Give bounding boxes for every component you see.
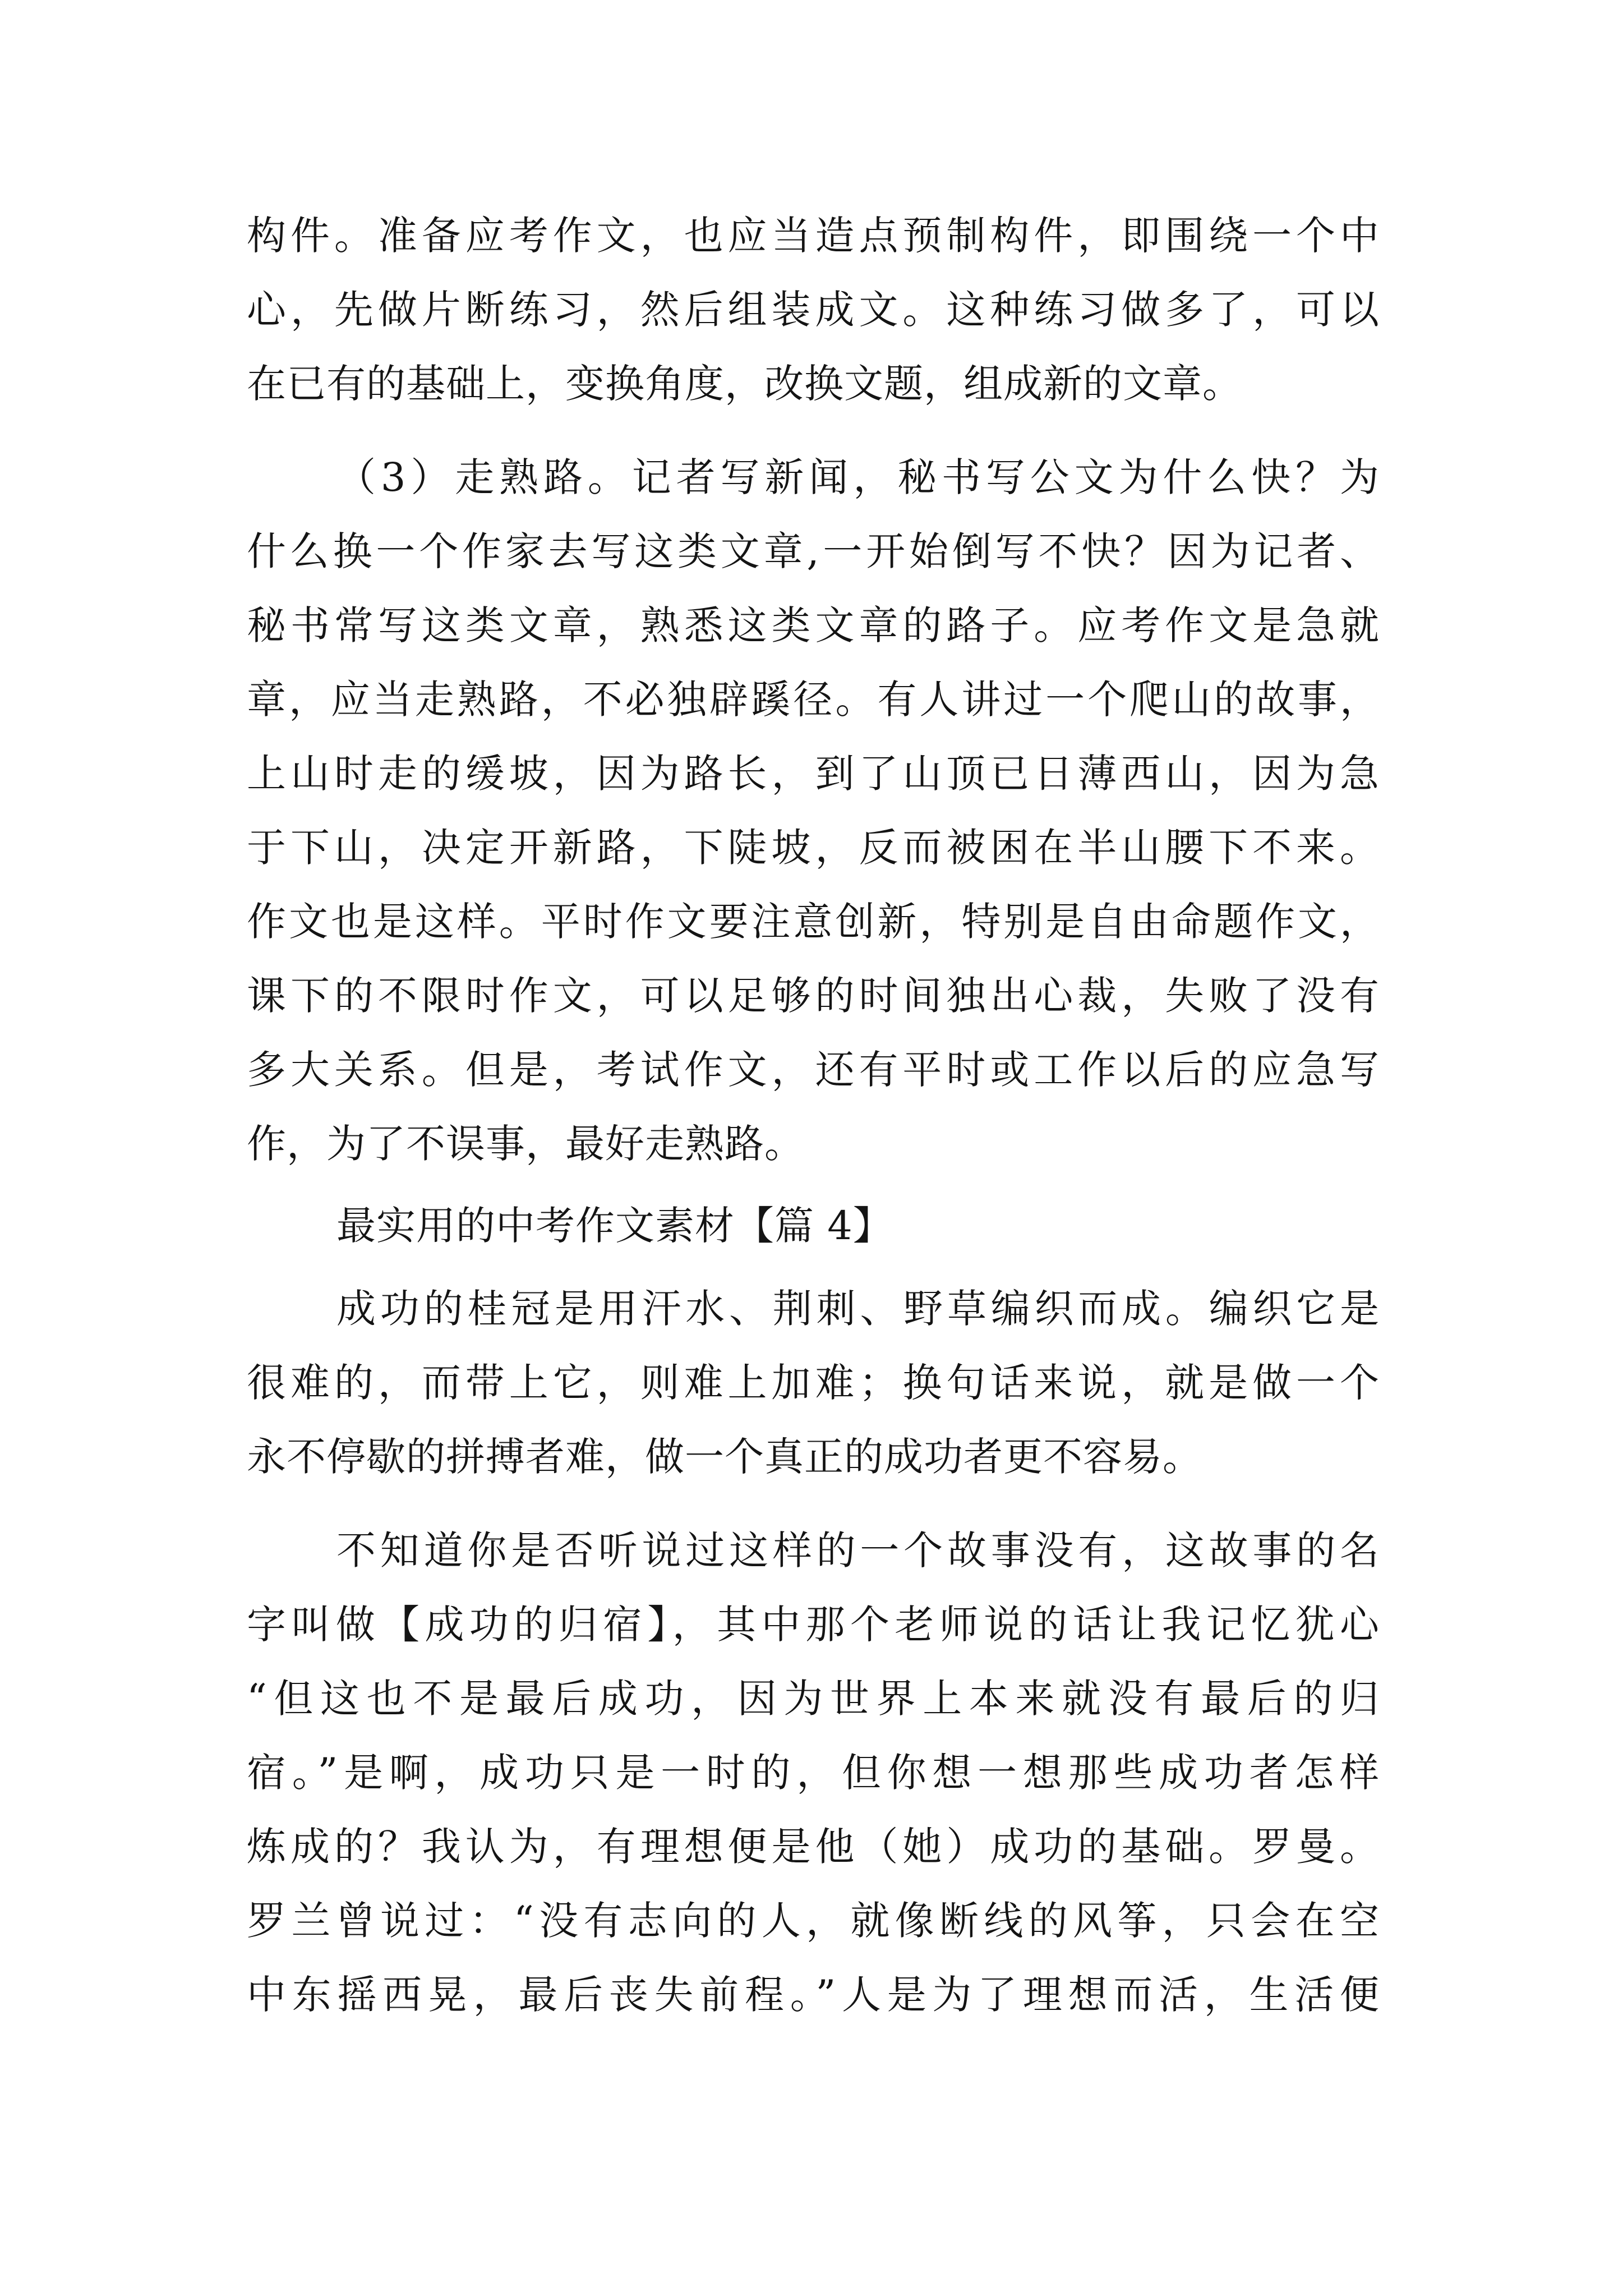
paragraph-line: 不知道你是否听说过这样的一个故事没有，这故事的名 bbox=[336, 1527, 1380, 1573]
paragraph-line: 构件。准备应考作文，也应当造点预制构件，即围绕一个中 bbox=[247, 213, 1380, 259]
paragraph-line: 于下山，决定开新路，下陡坡，反而被困在半山腰下不来。 bbox=[247, 825, 1380, 871]
paragraph-line: 中东摇西晃，最后丧失前程。”人是为了理想而活，生活便 bbox=[247, 1972, 1380, 2018]
paragraph-line: 永不停歇的拼搏者难，做一个真正的成功者更不容易。 bbox=[247, 1434, 1202, 1480]
paragraph-line: 章，应当走熟路，不必独辟蹊径。有人讲过一个爬山的故事， bbox=[247, 677, 1380, 723]
paragraph-line: 罗兰曾说过：“没有志向的人，就像断线的风筝，只会在空 bbox=[247, 1898, 1380, 1944]
paragraph-line: 秘书常写这类文章，熟悉这类文章的路子。应考作文是急就 bbox=[247, 602, 1380, 648]
paragraph-line: 作，为了不误事，最好走熟路。 bbox=[247, 1121, 804, 1167]
paragraph-line: “但这也不是最后成功，因为世界上本来就没有最后的归 bbox=[247, 1676, 1380, 1722]
paragraph-line: 宿。”是啊，成功只是一时的，但你想一想那些成功者怎样 bbox=[247, 1750, 1380, 1796]
paragraph-line: 课下的不限时作文，可以足够的时间独出心裁，失败了没有 bbox=[247, 973, 1380, 1019]
paragraph-line: （3）走熟路。记者写新闻，秘书写公文为什么快？为 bbox=[336, 454, 1380, 500]
paragraph-line: 炼成的？我认为，有理想便是他（她）成功的基础。罗曼。 bbox=[247, 1824, 1380, 1870]
section-heading: 最实用的中考作文素材【篇 4】 bbox=[336, 1203, 893, 1249]
paragraph-line: 多大关系。但是，考试作文，还有平时或工作以后的应急写 bbox=[247, 1047, 1380, 1093]
paragraph-line: 很难的，而带上它，则难上加难；换句话来说，就是做一个 bbox=[247, 1360, 1380, 1406]
paragraph-line: 成功的桂冠是用汗水、荆刺、野草编织而成。编织它是 bbox=[336, 1286, 1380, 1332]
paragraph-line: 字叫做【成功的归宿】，其中那个老师说的话让我记忆犹心 bbox=[247, 1602, 1380, 1648]
paragraph-line: 上山时走的缓坡，因为路长，到了山顶已日薄西山，因为急 bbox=[247, 751, 1380, 797]
paragraph-line: 什么换一个作家去写这类文章,一开始倒写不快？因为记者、 bbox=[247, 528, 1380, 574]
paragraph-line: 作文也是这样。平时作文要注意创新，特别是自由命题作文， bbox=[247, 899, 1380, 945]
paragraph-line: 心，先做片断练习，然后组装成文。这种练习做多了，可以 bbox=[247, 287, 1380, 333]
paragraph-line: 在已有的基础上，变换角度，改换文题，组成新的文章。 bbox=[247, 361, 1242, 407]
